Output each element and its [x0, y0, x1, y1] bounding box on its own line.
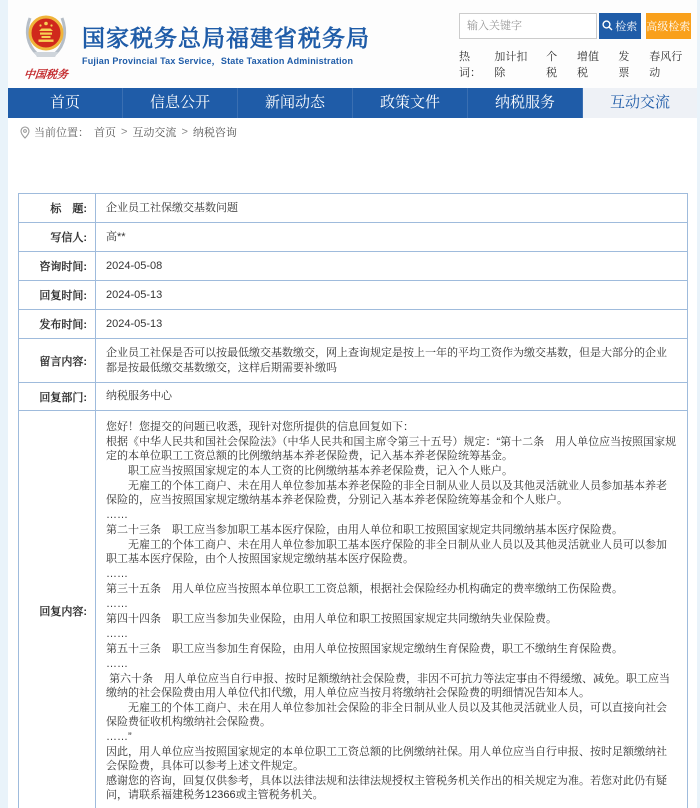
consultation-detail-table: [18, 193, 688, 808]
search-icon: [602, 20, 613, 31]
row-value-reply-dept: 纳税服务中心: [96, 383, 688, 411]
reply-paragraph: ……: [106, 598, 128, 610]
reply-paragraph: 无雇工的个体工商户、未在用人单位参加职工基本医疗保险的非全日制从业人员以及其他灵活就业人员可以参加职工基本医疗保险，由个人按照国家规定缴纳基本医疗保险费。: [106, 539, 667, 565]
reply-paragraph: 第五十三条 职工应当参加生育保险，由用人单位按照国家规定缴纳生育保险费，职工不缴纳生育保险费。: [106, 643, 623, 655]
hotword-link[interactable]: 增值税: [577, 50, 599, 79]
search-button-label: 检索: [615, 20, 638, 33]
breadcrumb-interaction[interactable]: 互动交流: [132, 127, 177, 139]
reply-paragraph: 您好！您提交的问题已收悉，现针对您所提供的信息回复如下：: [106, 421, 414, 433]
row-label: 咨询时间:: [19, 252, 96, 281]
reply-content: [96, 411, 688, 808]
site-title-block: [82, 25, 370, 68]
reply-paragraph: 职工应当按照国家规定的本人工资的比例缴纳基本养老保险费，记入个人账户。: [106, 465, 513, 477]
hotwords-bar: [459, 48, 691, 80]
reply-paragraph: 第四十四条 职工应当参加失业保险，由用人单位和职工按照国家规定共同缴纳失业保险费。: [106, 613, 557, 625]
site-title: 国家税务总局福建省税务局: [82, 24, 370, 51]
nav-item-tax-services[interactable]: 纳税服务: [468, 88, 583, 118]
main-navigation: [8, 88, 697, 118]
reply-paragraph: 无雇工的个体工商户、未在用人单位参加基本养老保险的非全日制从业人员以及其他灵活就业人员参加基本养老保险的，应当按照国家规定缴纳基本养老保险费，分别记入基本养老保险统筹基金和个人账户。: [106, 480, 667, 506]
reply-paragraph: 根据《中华人民共和国社会保险法》（中华人民共和国主席令第三十五号）规定：“第十二条 用人单位应当按照国家规定的本单位职工工资总额的比例缴纳基本养老保险费，记入基本养老保险统筹基金。: [106, 436, 677, 462]
breadcrumb-home[interactable]: 首页: [94, 127, 116, 139]
hotwords-label: 热词：: [459, 50, 481, 79]
breadcrumb-separator: >: [121, 126, 128, 138]
reply-paragraph: ……: [106, 509, 128, 521]
nav-item-policy-documents[interactable]: 政策文件: [353, 88, 468, 118]
nav-item-interaction-active[interactable]: 互动交流: [583, 88, 697, 118]
row-label: 发布时间:: [19, 310, 96, 339]
reply-paragraph: ……: [106, 658, 128, 670]
row-value-title: 企业员工社保缴交基数问题: [96, 194, 688, 223]
hotword-link[interactable]: 春风行动: [649, 50, 683, 79]
row-value-message: 企业员工社保是否可以按最低缴交基数缴交，网上查询规定是按上一年的平均工资作为缴交基数，但是大部分的企业都是按最低缴交基数缴交，这样后期需要补缴吗: [96, 339, 688, 383]
site-header: [8, 0, 697, 88]
hotword-link[interactable]: 加计扣除: [494, 50, 528, 79]
reply-paragraph: 第三十五条 用人单位应当按照本单位职工工资总额，根据社会保险经办机构确定的费率缴纳工伤保险费。: [106, 583, 623, 595]
site-subtitle-en: Fujian Provincial Tax Service，State Taxation Administration: [82, 56, 354, 67]
hotword-link[interactable]: 发票: [618, 50, 630, 79]
table-row-consult-date: [19, 252, 688, 281]
logo-wordmark: 中国税务: [23, 68, 69, 81]
nav-item-info-disclosure[interactable]: 信息公开: [123, 88, 238, 118]
search-input[interactable]: [459, 13, 597, 39]
reply-paragraph: 感谢您的咨询，回复仅供参考，具体以法律法规和法律法规授权主管税务机关作出的相关规定为准。若您对此仍有疑问，请联系福建税务12366或主管税务机关。: [106, 775, 667, 801]
row-label: 标 题:: [19, 194, 96, 223]
table-row-reply-content: [19, 411, 688, 808]
reply-paragraph: 第六十条 用人单位应当自行申报、按时足额缴纳社会保险费，非因不可抗力等法定事由不得缓缴、减免。职工应当缴纳的社会保险费由用人单位代扣代缴，用人单位应当按月将缴纳社会保险费的明细情况告知本人。: [106, 673, 671, 699]
national-emblem-icon: [22, 50, 70, 67]
row-label: 回复内容:: [19, 411, 96, 808]
row-value-publish-date: 2024-05-13: [96, 310, 688, 339]
row-label: 回复部门:: [19, 383, 96, 411]
search-area: [459, 13, 691, 80]
table-row-message: [19, 339, 688, 383]
search-button[interactable]: [599, 13, 641, 39]
page-container: [8, 0, 697, 808]
row-value-writer: 高**: [96, 223, 688, 252]
row-label: 写信人:: [19, 223, 96, 252]
row-value-reply-date: 2024-05-13: [96, 281, 688, 310]
site-logo[interactable]: [18, 11, 74, 82]
advanced-search-button[interactable]: 高级检索: [646, 13, 691, 39]
reply-paragraph: ……: [106, 628, 128, 640]
breadcrumb-separator: >: [181, 126, 188, 138]
reply-paragraph: 第二十三条 职工应当参加职工基本医疗保险，由用人单位和职工按照国家规定共同缴纳基本医疗保险费。: [106, 524, 623, 536]
location-pin-icon: [20, 126, 30, 139]
row-label: 留言内容:: [19, 339, 96, 383]
row-label: 回复时间:: [19, 281, 96, 310]
hotword-link[interactable]: 个税: [546, 50, 558, 79]
breadcrumb: [8, 118, 697, 146]
nav-item-home[interactable]: 首页: [8, 88, 123, 118]
row-value-consult-date: 2024-05-08: [96, 252, 688, 281]
table-row-reply-date: [19, 281, 688, 310]
breadcrumb-label: 当前位置：: [34, 127, 89, 139]
breadcrumb-tax-consult[interactable]: 纳税咨询: [192, 127, 237, 139]
table-row-reply-dept: [19, 383, 688, 411]
reply-paragraph: 因此，用人单位应当按照国家规定的本单位职工工资总额的比例缴纳社保。用人单位应当自行申报、按时足额缴纳社会保险费，具体可以参考上述文件规定。: [106, 746, 667, 772]
reply-paragraph: ……: [106, 568, 128, 580]
table-row-writer: [19, 223, 688, 252]
table-row-title: [19, 194, 688, 223]
nav-item-news[interactable]: 新闻动态: [238, 88, 353, 118]
reply-paragraph: ……”: [106, 731, 132, 743]
reply-paragraph: 无雇工的个体工商户、未在用人单位参加社会保险的非全日制从业人员以及其他灵活就业人员，可以直接向社会保险费征收机构缴纳社会保险费。: [106, 702, 667, 728]
table-row-publish-date: [19, 310, 688, 339]
